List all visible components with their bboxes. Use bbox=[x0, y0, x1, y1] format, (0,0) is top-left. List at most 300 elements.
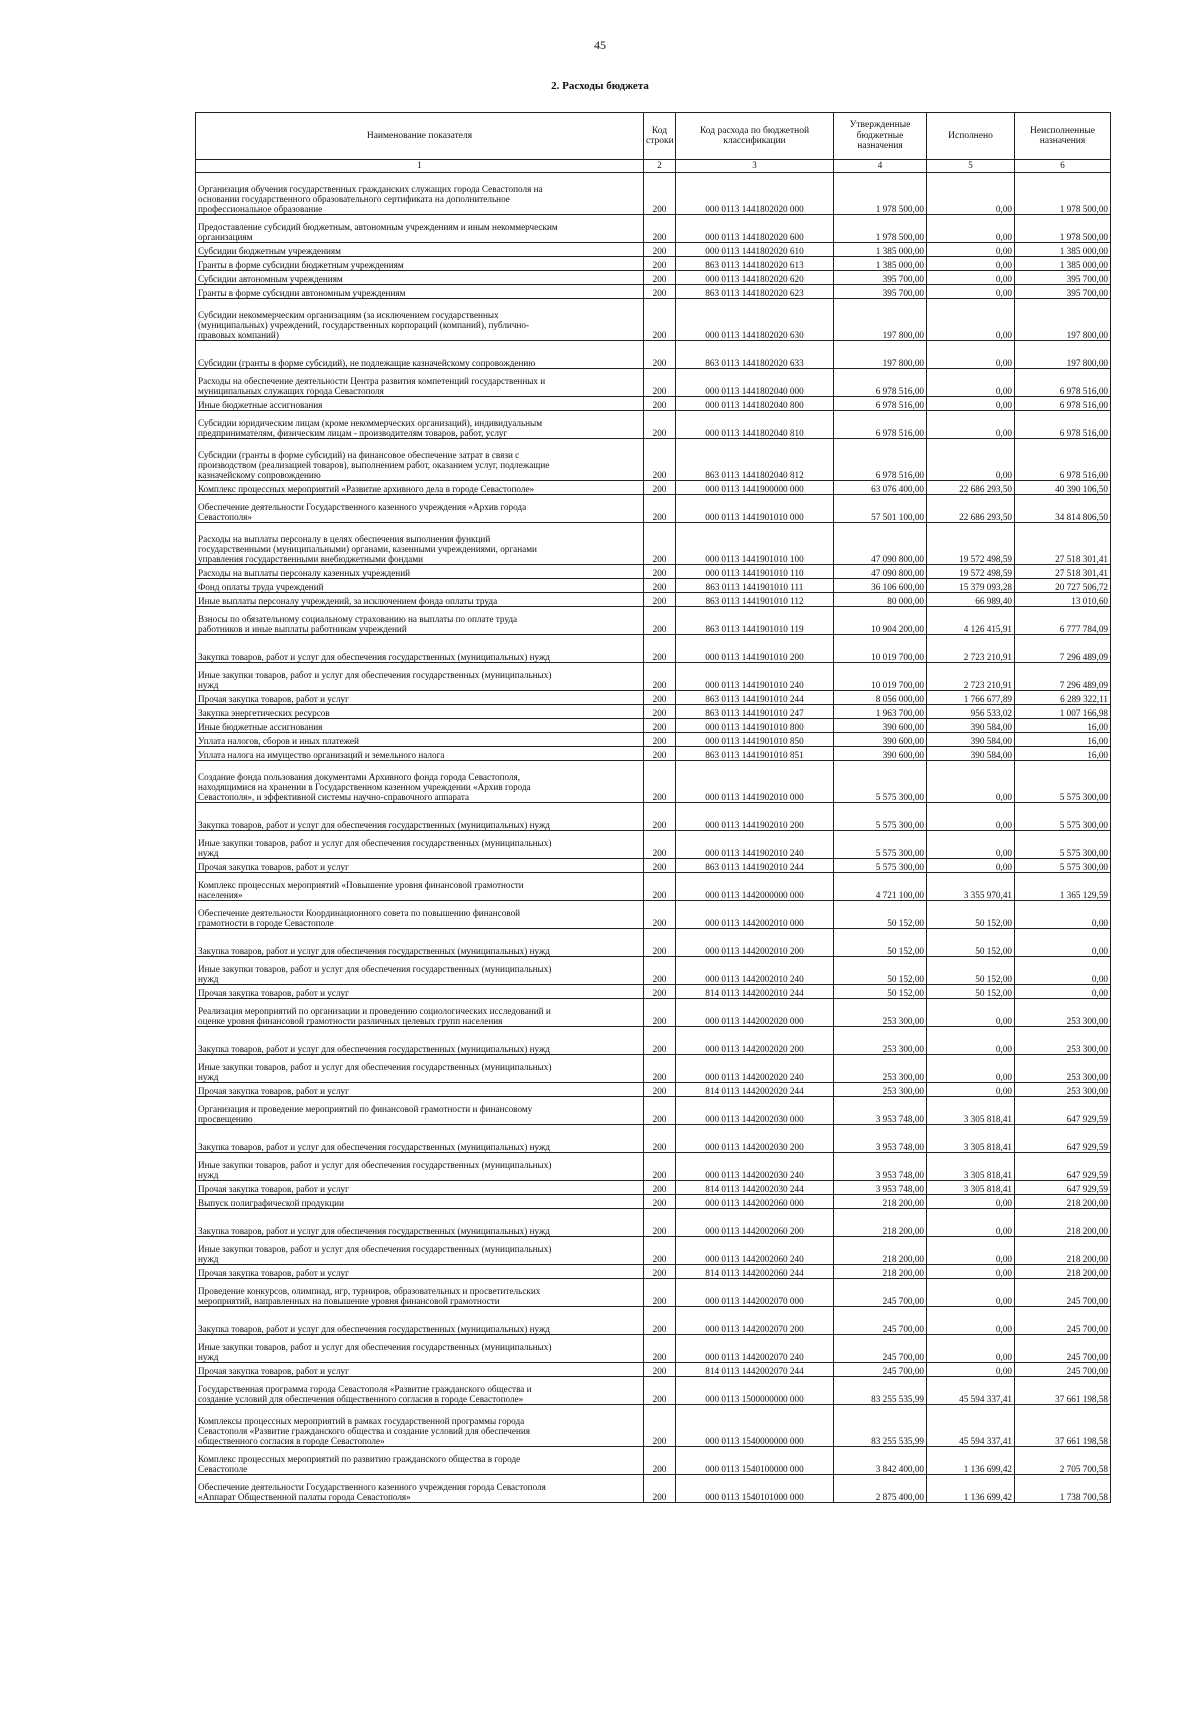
line-code-cell: 200 bbox=[644, 999, 676, 1027]
indicator-name-cell: Прочая закупка товаров, работ и услуг bbox=[196, 1181, 644, 1195]
unexecuted-amount-cell: 40 390 106,50 bbox=[1015, 481, 1111, 495]
approved-amount-cell: 36 106 600,00 bbox=[834, 579, 927, 593]
indicator-name-cell: Выпуск полиграфической продукции bbox=[196, 1195, 644, 1209]
unexecuted-amount-cell: 5 575 300,00 bbox=[1015, 761, 1111, 803]
header-executed: Исполнено bbox=[927, 113, 1015, 160]
line-code-cell: 200 bbox=[644, 397, 676, 411]
approved-amount-cell: 253 300,00 bbox=[834, 1055, 927, 1083]
indicator-name-cell: Уплата налога на имущество организаций и земельного налога bbox=[196, 747, 644, 761]
indicator-name-cell: Расходы на выплаты персоналу казенных учреждений bbox=[196, 565, 644, 579]
budget-code-cell: 000 0113 1540100000 000 bbox=[676, 1447, 834, 1475]
approved-amount-cell: 50 152,00 bbox=[834, 901, 927, 929]
header-unexecuted: Неисполненные назначения bbox=[1015, 113, 1111, 160]
table-row bbox=[196, 761, 1111, 803]
approved-amount-cell: 50 152,00 bbox=[834, 957, 927, 985]
table-row bbox=[196, 1475, 1111, 1503]
unexecuted-amount-cell: 0,00 bbox=[1015, 901, 1111, 929]
table-row bbox=[196, 747, 1111, 761]
line-code-cell: 200 bbox=[644, 495, 676, 523]
indicator-name-cell: Государственная программа города Севастополя «Развитие гражданского общества и создание условий для обеспечения общественного согласия в городе Севастополе» bbox=[196, 1377, 644, 1405]
budget-code-cell: 000 0113 1442002070 000 bbox=[676, 1279, 834, 1307]
unexecuted-amount-cell: 37 661 198,58 bbox=[1015, 1405, 1111, 1447]
line-code-cell: 200 bbox=[644, 299, 676, 341]
table-row bbox=[196, 957, 1111, 985]
approved-amount-cell: 8 056 000,00 bbox=[834, 691, 927, 705]
indicator-name-cell: Проведение конкурсов, олимпиад, игр, турниров, образовательных и просветительских мероприятий, направленных на повышение уровня финансовой грамотности bbox=[196, 1279, 644, 1307]
unexecuted-amount-cell: 13 010,60 bbox=[1015, 593, 1111, 607]
line-code-cell: 200 bbox=[644, 957, 676, 985]
unexecuted-amount-cell: 1 385 000,00 bbox=[1015, 243, 1111, 257]
indicator-name-cell: Закупка товаров, работ и услуг для обеспечения государственных (муниципальных) нужд bbox=[196, 1125, 644, 1153]
line-code-cell: 200 bbox=[644, 803, 676, 831]
indicator-name-cell: Обеспечение деятельности Государственного казенного учреждения «Архив города Севастополя» bbox=[196, 495, 644, 523]
executed-amount-cell: 0,00 bbox=[927, 1279, 1015, 1307]
executed-amount-cell: 0,00 bbox=[927, 1055, 1015, 1083]
table-row bbox=[196, 1209, 1111, 1237]
table-row bbox=[196, 215, 1111, 243]
executed-amount-cell: 0,00 bbox=[927, 411, 1015, 439]
indicator-name-cell: Субсидии бюджетным учреждениям bbox=[196, 243, 644, 257]
executed-amount-cell: 0,00 bbox=[927, 859, 1015, 873]
approved-amount-cell: 3 953 748,00 bbox=[834, 1097, 927, 1125]
executed-amount-cell: 66 989,40 bbox=[927, 593, 1015, 607]
executed-amount-cell: 3 305 818,41 bbox=[927, 1097, 1015, 1125]
approved-amount-cell: 3 953 748,00 bbox=[834, 1153, 927, 1181]
indicator-name-cell: Иные бюджетные ассигнования bbox=[196, 397, 644, 411]
executed-amount-cell: 0,00 bbox=[927, 271, 1015, 285]
approved-amount-cell: 245 700,00 bbox=[834, 1307, 927, 1335]
line-code-cell: 200 bbox=[644, 1237, 676, 1265]
column-number: 1 bbox=[196, 160, 644, 173]
approved-amount-cell: 253 300,00 bbox=[834, 1027, 927, 1055]
table-row bbox=[196, 257, 1111, 271]
executed-amount-cell: 0,00 bbox=[927, 1237, 1015, 1265]
indicator-name-cell: Иные закупки товаров, работ и услуг для обеспечения государственных (муниципальных) нужд bbox=[196, 1153, 644, 1181]
approved-amount-cell: 47 090 800,00 bbox=[834, 523, 927, 565]
executed-amount-cell: 0,00 bbox=[927, 1307, 1015, 1335]
approved-amount-cell: 5 575 300,00 bbox=[834, 803, 927, 831]
table-row bbox=[196, 1055, 1111, 1083]
budget-code-cell: 000 0113 1441901010 000 bbox=[676, 495, 834, 523]
approved-amount-cell: 5 575 300,00 bbox=[834, 761, 927, 803]
indicator-name-cell: Обеспечение деятельности Государственного казенного учреждения города Севастополя «Аппарат Общественной палаты города Севастополя» bbox=[196, 1475, 644, 1503]
header-budget-classification-code: Код расхода по бюджетной классификации bbox=[676, 113, 834, 160]
executed-amount-cell: 3 305 818,41 bbox=[927, 1125, 1015, 1153]
indicator-name-cell: Прочая закупка товаров, работ и услуг bbox=[196, 1083, 644, 1097]
table-row bbox=[196, 1405, 1111, 1447]
executed-amount-cell: 22 686 293,50 bbox=[927, 495, 1015, 523]
budget-code-cell: 000 0113 1441802020 630 bbox=[676, 299, 834, 341]
executed-amount-cell: 4 126 415,91 bbox=[927, 607, 1015, 635]
column-number: 4 bbox=[834, 160, 927, 173]
line-code-cell: 200 bbox=[644, 173, 676, 215]
line-code-cell: 200 bbox=[644, 929, 676, 957]
budget-code-cell: 000 0113 1442002070 240 bbox=[676, 1335, 834, 1363]
executed-amount-cell: 390 584,00 bbox=[927, 719, 1015, 733]
unexecuted-amount-cell: 245 700,00 bbox=[1015, 1335, 1111, 1363]
unexecuted-amount-cell: 6 978 516,00 bbox=[1015, 369, 1111, 397]
line-code-cell: 200 bbox=[644, 747, 676, 761]
budget-code-cell: 000 0113 1442002060 000 bbox=[676, 1195, 834, 1209]
executed-amount-cell: 0,00 bbox=[927, 243, 1015, 257]
executed-amount-cell: 50 152,00 bbox=[927, 929, 1015, 957]
column-number: 6 bbox=[1015, 160, 1111, 173]
unexecuted-amount-cell: 16,00 bbox=[1015, 719, 1111, 733]
table-row bbox=[196, 1125, 1111, 1153]
budget-code-cell: 863 0113 1441901010 244 bbox=[676, 691, 834, 705]
line-code-cell: 200 bbox=[644, 859, 676, 873]
executed-amount-cell: 1 766 677,89 bbox=[927, 691, 1015, 705]
approved-amount-cell: 5 575 300,00 bbox=[834, 859, 927, 873]
line-code-cell: 200 bbox=[644, 523, 676, 565]
indicator-name-cell: Закупка товаров, работ и услуг для обеспечения государственных (муниципальных) нужд bbox=[196, 1027, 644, 1055]
table-row bbox=[196, 369, 1111, 397]
line-code-cell: 200 bbox=[644, 411, 676, 439]
approved-amount-cell: 50 152,00 bbox=[834, 985, 927, 999]
line-code-cell: 200 bbox=[644, 1083, 676, 1097]
unexecuted-amount-cell: 7 296 489,09 bbox=[1015, 635, 1111, 663]
executed-amount-cell: 3 355 970,41 bbox=[927, 873, 1015, 901]
table-row bbox=[196, 1307, 1111, 1335]
indicator-name-cell: Иные закупки товаров, работ и услуг для обеспечения государственных (муниципальных) нужд bbox=[196, 957, 644, 985]
indicator-name-cell: Создание фонда пользования документами Архивного фонда города Севастополя, находящимися на хранении в Государственном казенном учреждении «Архив города Севастополя», и эффективной системы научно-справочного аппарата bbox=[196, 761, 644, 803]
budget-code-cell: 000 0113 1442002070 200 bbox=[676, 1307, 834, 1335]
unexecuted-amount-cell: 395 700,00 bbox=[1015, 271, 1111, 285]
budget-code-cell: 000 0113 1441902010 000 bbox=[676, 761, 834, 803]
budget-code-cell: 000 0113 1441802020 610 bbox=[676, 243, 834, 257]
budget-code-cell: 000 0113 1442002020 000 bbox=[676, 999, 834, 1027]
indicator-name-cell: Комплекс процессных мероприятий «Развитие архивного дела в городе Севастополе» bbox=[196, 481, 644, 495]
budget-code-cell: 814 0113 1442002010 244 bbox=[676, 985, 834, 999]
approved-amount-cell: 47 090 800,00 bbox=[834, 565, 927, 579]
approved-amount-cell: 57 501 100,00 bbox=[834, 495, 927, 523]
budget-code-cell: 000 0113 1441901010 100 bbox=[676, 523, 834, 565]
unexecuted-amount-cell: 1 978 500,00 bbox=[1015, 173, 1111, 215]
table-row bbox=[196, 1265, 1111, 1279]
budget-code-cell: 000 0113 1441802040 000 bbox=[676, 369, 834, 397]
budget-code-cell: 000 0113 1441802040 810 bbox=[676, 411, 834, 439]
unexecuted-amount-cell: 245 700,00 bbox=[1015, 1307, 1111, 1335]
budget-code-cell: 863 0113 1441802020 633 bbox=[676, 341, 834, 369]
executed-amount-cell: 3 305 818,41 bbox=[927, 1181, 1015, 1195]
line-code-cell: 200 bbox=[644, 1027, 676, 1055]
unexecuted-amount-cell: 0,00 bbox=[1015, 957, 1111, 985]
approved-amount-cell: 1 978 500,00 bbox=[834, 173, 927, 215]
budget-code-cell: 863 0113 1441901010 247 bbox=[676, 705, 834, 719]
line-code-cell: 200 bbox=[644, 733, 676, 747]
table-row bbox=[196, 1181, 1111, 1195]
approved-amount-cell: 390 600,00 bbox=[834, 719, 927, 733]
table-row bbox=[196, 1377, 1111, 1405]
table-row bbox=[196, 523, 1111, 565]
approved-amount-cell: 10 019 700,00 bbox=[834, 635, 927, 663]
indicator-name-cell: Иные закупки товаров, работ и услуг для обеспечения государственных (муниципальных) нужд bbox=[196, 1055, 644, 1083]
table-row bbox=[196, 985, 1111, 999]
approved-amount-cell: 395 700,00 bbox=[834, 285, 927, 299]
unexecuted-amount-cell: 27 518 301,41 bbox=[1015, 565, 1111, 579]
unexecuted-amount-cell: 0,00 bbox=[1015, 985, 1111, 999]
header-line-code: Код строки bbox=[644, 113, 676, 160]
line-code-cell: 200 bbox=[644, 439, 676, 481]
approved-amount-cell: 10 019 700,00 bbox=[834, 663, 927, 691]
line-code-cell: 200 bbox=[644, 831, 676, 859]
indicator-name-cell: Закупка энергетических ресурсов bbox=[196, 705, 644, 719]
executed-amount-cell: 45 594 337,41 bbox=[927, 1377, 1015, 1405]
table-row bbox=[196, 1363, 1111, 1377]
executed-amount-cell: 0,00 bbox=[927, 831, 1015, 859]
indicator-name-cell: Организация и проведение мероприятий по финансовой грамотности и финансовому просвещению bbox=[196, 1097, 644, 1125]
table-row bbox=[196, 565, 1111, 579]
indicator-name-cell: Закупка товаров, работ и услуг для обеспечения государственных (муниципальных) нужд bbox=[196, 1307, 644, 1335]
budget-code-cell: 863 0113 1441802020 623 bbox=[676, 285, 834, 299]
unexecuted-amount-cell: 253 300,00 bbox=[1015, 1055, 1111, 1083]
unexecuted-amount-cell: 1 385 000,00 bbox=[1015, 257, 1111, 271]
unexecuted-amount-cell: 253 300,00 bbox=[1015, 999, 1111, 1027]
line-code-cell: 200 bbox=[644, 341, 676, 369]
indicator-name-cell: Иные бюджетные ассигнования bbox=[196, 719, 644, 733]
budget-code-cell: 863 0113 1441901010 112 bbox=[676, 593, 834, 607]
line-code-cell: 200 bbox=[644, 663, 676, 691]
executed-amount-cell: 3 305 818,41 bbox=[927, 1153, 1015, 1181]
executed-amount-cell: 0,00 bbox=[927, 299, 1015, 341]
indicator-name-cell: Прочая закупка товаров, работ и услуг bbox=[196, 691, 644, 705]
unexecuted-amount-cell: 647 929,59 bbox=[1015, 1153, 1111, 1181]
budget-code-cell: 000 0113 1441900000 000 bbox=[676, 481, 834, 495]
approved-amount-cell: 4 721 100,00 bbox=[834, 873, 927, 901]
budget-code-cell: 863 0113 1441902010 244 bbox=[676, 859, 834, 873]
line-code-cell: 200 bbox=[644, 691, 676, 705]
line-code-cell: 200 bbox=[644, 985, 676, 999]
indicator-name-cell: Иные выплаты персоналу учреждений, за исключением фонда оплаты труда bbox=[196, 593, 644, 607]
approved-amount-cell: 1 963 700,00 bbox=[834, 705, 927, 719]
executed-amount-cell: 22 686 293,50 bbox=[927, 481, 1015, 495]
line-code-cell: 200 bbox=[644, 719, 676, 733]
unexecuted-amount-cell: 37 661 198,58 bbox=[1015, 1377, 1111, 1405]
approved-amount-cell: 3 953 748,00 bbox=[834, 1125, 927, 1153]
line-code-cell: 200 bbox=[644, 1447, 676, 1475]
budget-code-cell: 000 0113 1441901010 110 bbox=[676, 565, 834, 579]
table-row bbox=[196, 999, 1111, 1027]
table-row bbox=[196, 1447, 1111, 1475]
line-code-cell: 200 bbox=[644, 257, 676, 271]
indicator-name-cell: Прочая закупка товаров, работ и услуг bbox=[196, 859, 644, 873]
budget-code-cell: 000 0113 1441802020 620 bbox=[676, 271, 834, 285]
approved-amount-cell: 218 200,00 bbox=[834, 1209, 927, 1237]
executed-amount-cell: 0,00 bbox=[927, 1335, 1015, 1363]
unexecuted-amount-cell: 0,00 bbox=[1015, 929, 1111, 957]
table-row bbox=[196, 411, 1111, 439]
table-row bbox=[196, 243, 1111, 257]
executed-amount-cell: 50 152,00 bbox=[927, 985, 1015, 999]
indicator-name-cell: Взносы по обязательному социальному страхованию на выплаты по оплате труда работников и иные выплаты работникам учреждений bbox=[196, 607, 644, 635]
indicator-name-cell: Иные закупки товаров, работ и услуг для обеспечения государственных (муниципальных) нужд bbox=[196, 1335, 644, 1363]
line-code-cell: 200 bbox=[644, 1335, 676, 1363]
approved-amount-cell: 253 300,00 bbox=[834, 999, 927, 1027]
table-row bbox=[196, 831, 1111, 859]
budget-code-cell: 863 0113 1441901010 119 bbox=[676, 607, 834, 635]
executed-amount-cell: 45 594 337,41 bbox=[927, 1405, 1015, 1447]
line-code-cell: 200 bbox=[644, 1097, 676, 1125]
executed-amount-cell: 0,00 bbox=[927, 257, 1015, 271]
executed-amount-cell: 0,00 bbox=[927, 1209, 1015, 1237]
approved-amount-cell: 10 904 200,00 bbox=[834, 607, 927, 635]
indicator-name-cell: Закупка товаров, работ и услуг для обеспечения государственных (муниципальных) нужд bbox=[196, 1209, 644, 1237]
indicator-name-cell: Фонд оплаты труда учреждений bbox=[196, 579, 644, 593]
table-row bbox=[196, 1097, 1111, 1125]
table-row bbox=[196, 901, 1111, 929]
line-code-cell: 200 bbox=[644, 1279, 676, 1307]
unexecuted-amount-cell: 6 978 516,00 bbox=[1015, 439, 1111, 481]
header-name: Наименование показателя bbox=[196, 113, 644, 160]
line-code-cell: 200 bbox=[644, 1405, 676, 1447]
table-row bbox=[196, 481, 1111, 495]
budget-code-cell: 000 0113 1441802020 600 bbox=[676, 215, 834, 243]
unexecuted-amount-cell: 647 929,59 bbox=[1015, 1097, 1111, 1125]
indicator-name-cell: Организация обучения государственных гражданских служащих города Севастополя на основании государственного образовательного сертификата на дополнительное профессиональное образование bbox=[196, 173, 644, 215]
approved-amount-cell: 245 700,00 bbox=[834, 1279, 927, 1307]
header-approved: Утвержденные бюджетные назначения bbox=[834, 113, 927, 160]
table-row bbox=[196, 635, 1111, 663]
table-row bbox=[196, 495, 1111, 523]
budget-code-cell: 000 0113 1540101000 000 bbox=[676, 1475, 834, 1503]
budget-code-cell: 000 0113 1441802040 800 bbox=[676, 397, 834, 411]
approved-amount-cell: 245 700,00 bbox=[834, 1335, 927, 1363]
line-code-cell: 200 bbox=[644, 1181, 676, 1195]
unexecuted-amount-cell: 5 575 300,00 bbox=[1015, 831, 1111, 859]
table-row bbox=[196, 1153, 1111, 1181]
table-row bbox=[196, 579, 1111, 593]
unexecuted-amount-cell: 5 575 300,00 bbox=[1015, 859, 1111, 873]
table-row bbox=[196, 691, 1111, 705]
executed-amount-cell: 0,00 bbox=[927, 369, 1015, 397]
table-row bbox=[196, 593, 1111, 607]
table-row bbox=[196, 1083, 1111, 1097]
indicator-name-cell: Комплексы процессных мероприятий в рамках государственной программы города Севастополя «Развитие гражданского общества и создание условий для обеспечения общественного согласия в городе Севастополе» bbox=[196, 1405, 644, 1447]
unexecuted-amount-cell: 1 007 166,98 bbox=[1015, 705, 1111, 719]
approved-amount-cell: 6 978 516,00 bbox=[834, 411, 927, 439]
indicator-name-cell: Комплекс процессных мероприятий «Повышение уровня финансовой грамотности населения» bbox=[196, 873, 644, 901]
line-code-cell: 200 bbox=[644, 593, 676, 607]
indicator-name-cell: Прочая закупка товаров, работ и услуг bbox=[196, 1265, 644, 1279]
line-code-cell: 200 bbox=[644, 481, 676, 495]
executed-amount-cell: 390 584,00 bbox=[927, 747, 1015, 761]
approved-amount-cell: 1 978 500,00 bbox=[834, 215, 927, 243]
table-row bbox=[196, 1027, 1111, 1055]
budget-code-cell: 000 0113 1442002030 200 bbox=[676, 1125, 834, 1153]
unexecuted-amount-cell: 6 978 516,00 bbox=[1015, 397, 1111, 411]
unexecuted-amount-cell: 1 738 700,58 bbox=[1015, 1475, 1111, 1503]
executed-amount-cell: 0,00 bbox=[927, 285, 1015, 299]
unexecuted-amount-cell: 218 200,00 bbox=[1015, 1265, 1111, 1279]
line-code-cell: 200 bbox=[644, 901, 676, 929]
approved-amount-cell: 1 385 000,00 bbox=[834, 257, 927, 271]
indicator-name-cell: Закупка товаров, работ и услуг для обеспечения государственных (муниципальных) нужд bbox=[196, 635, 644, 663]
unexecuted-amount-cell: 1 978 500,00 bbox=[1015, 215, 1111, 243]
line-code-cell: 200 bbox=[644, 705, 676, 719]
unexecuted-amount-cell: 647 929,59 bbox=[1015, 1181, 1111, 1195]
indicator-name-cell: Субсидии автономным учреждениям bbox=[196, 271, 644, 285]
unexecuted-amount-cell: 197 800,00 bbox=[1015, 299, 1111, 341]
approved-amount-cell: 218 200,00 bbox=[834, 1265, 927, 1279]
line-code-cell: 200 bbox=[644, 1195, 676, 1209]
line-code-cell: 200 bbox=[644, 761, 676, 803]
indicator-name-cell: Субсидии юридическим лицам (кроме некоммерческих организаций), индивидуальным предпринимателям, физическим лицам - производителям товаров, работ, услуг bbox=[196, 411, 644, 439]
line-code-cell: 200 bbox=[644, 565, 676, 579]
unexecuted-amount-cell: 218 200,00 bbox=[1015, 1195, 1111, 1209]
budget-code-cell: 000 0113 1500000000 000 bbox=[676, 1377, 834, 1405]
table-row bbox=[196, 173, 1111, 215]
table-row bbox=[196, 397, 1111, 411]
line-code-cell: 200 bbox=[644, 1265, 676, 1279]
budget-code-cell: 000 0113 1441902010 240 bbox=[676, 831, 834, 859]
line-code-cell: 200 bbox=[644, 215, 676, 243]
table-row bbox=[196, 439, 1111, 481]
unexecuted-amount-cell: 6 777 784,09 bbox=[1015, 607, 1111, 635]
unexecuted-amount-cell: 647 929,59 bbox=[1015, 1125, 1111, 1153]
approved-amount-cell: 2 875 400,00 bbox=[834, 1475, 927, 1503]
indicator-name-cell: Закупка товаров, работ и услуг для обеспечения государственных (муниципальных) нужд bbox=[196, 803, 644, 831]
approved-amount-cell: 80 000,00 bbox=[834, 593, 927, 607]
line-code-cell: 200 bbox=[644, 1307, 676, 1335]
table-row bbox=[196, 719, 1111, 733]
line-code-cell: 200 bbox=[644, 873, 676, 901]
line-code-cell: 200 bbox=[644, 1363, 676, 1377]
table-row bbox=[196, 1279, 1111, 1307]
executed-amount-cell: 1 136 699,42 bbox=[927, 1447, 1015, 1475]
budget-code-cell: 000 0113 1441901010 200 bbox=[676, 635, 834, 663]
executed-amount-cell: 0,00 bbox=[927, 439, 1015, 481]
approved-amount-cell: 218 200,00 bbox=[834, 1195, 927, 1209]
executed-amount-cell: 0,00 bbox=[927, 1363, 1015, 1377]
line-code-cell: 200 bbox=[644, 607, 676, 635]
budget-code-cell: 863 0113 1441901010 111 bbox=[676, 579, 834, 593]
budget-code-cell: 863 0113 1441901010 851 bbox=[676, 747, 834, 761]
table-row bbox=[196, 929, 1111, 957]
unexecuted-amount-cell: 2 705 700,58 bbox=[1015, 1447, 1111, 1475]
executed-amount-cell: 50 152,00 bbox=[927, 957, 1015, 985]
line-code-cell: 200 bbox=[644, 579, 676, 593]
unexecuted-amount-cell: 218 200,00 bbox=[1015, 1237, 1111, 1265]
unexecuted-amount-cell: 253 300,00 bbox=[1015, 1083, 1111, 1097]
approved-amount-cell: 3 953 748,00 bbox=[834, 1181, 927, 1195]
budget-code-cell: 000 0113 1441901010 240 bbox=[676, 663, 834, 691]
indicator-name-cell: Гранты в форме субсидии автономным учреждениям bbox=[196, 285, 644, 299]
executed-amount-cell: 390 584,00 bbox=[927, 733, 1015, 747]
approved-amount-cell: 197 800,00 bbox=[834, 299, 927, 341]
budget-code-cell: 000 0113 1442002010 240 bbox=[676, 957, 834, 985]
budget-code-cell: 000 0113 1441901010 850 bbox=[676, 733, 834, 747]
budget-code-cell: 814 0113 1442002020 244 bbox=[676, 1083, 834, 1097]
unexecuted-amount-cell: 245 700,00 bbox=[1015, 1279, 1111, 1307]
approved-amount-cell: 390 600,00 bbox=[834, 747, 927, 761]
budget-code-cell: 814 0113 1442002070 244 bbox=[676, 1363, 834, 1377]
unexecuted-amount-cell: 5 575 300,00 bbox=[1015, 803, 1111, 831]
approved-amount-cell: 253 300,00 bbox=[834, 1083, 927, 1097]
executed-amount-cell: 2 723 210,91 bbox=[927, 663, 1015, 691]
executed-amount-cell: 19 572 498,59 bbox=[927, 565, 1015, 579]
line-code-cell: 200 bbox=[644, 243, 676, 257]
indicator-name-cell: Обеспечение деятельности Координационного совета по повышению финансовой грамотности в городе Севастополе bbox=[196, 901, 644, 929]
table-row bbox=[196, 873, 1111, 901]
unexecuted-amount-cell: 34 814 806,50 bbox=[1015, 495, 1111, 523]
table-row bbox=[196, 803, 1111, 831]
indicator-name-cell: Расходы на выплаты персоналу в целях обеспечения выполнения функций государственными (муниципальными) органами, казенными учреждениями, органами управления государственными внебюджетными фондами bbox=[196, 523, 644, 565]
unexecuted-amount-cell: 27 518 301,41 bbox=[1015, 523, 1111, 565]
budget-code-cell: 863 0113 1441802040 812 bbox=[676, 439, 834, 481]
approved-amount-cell: 390 600,00 bbox=[834, 733, 927, 747]
line-code-cell: 200 bbox=[644, 1153, 676, 1181]
column-number: 2 bbox=[644, 160, 676, 173]
